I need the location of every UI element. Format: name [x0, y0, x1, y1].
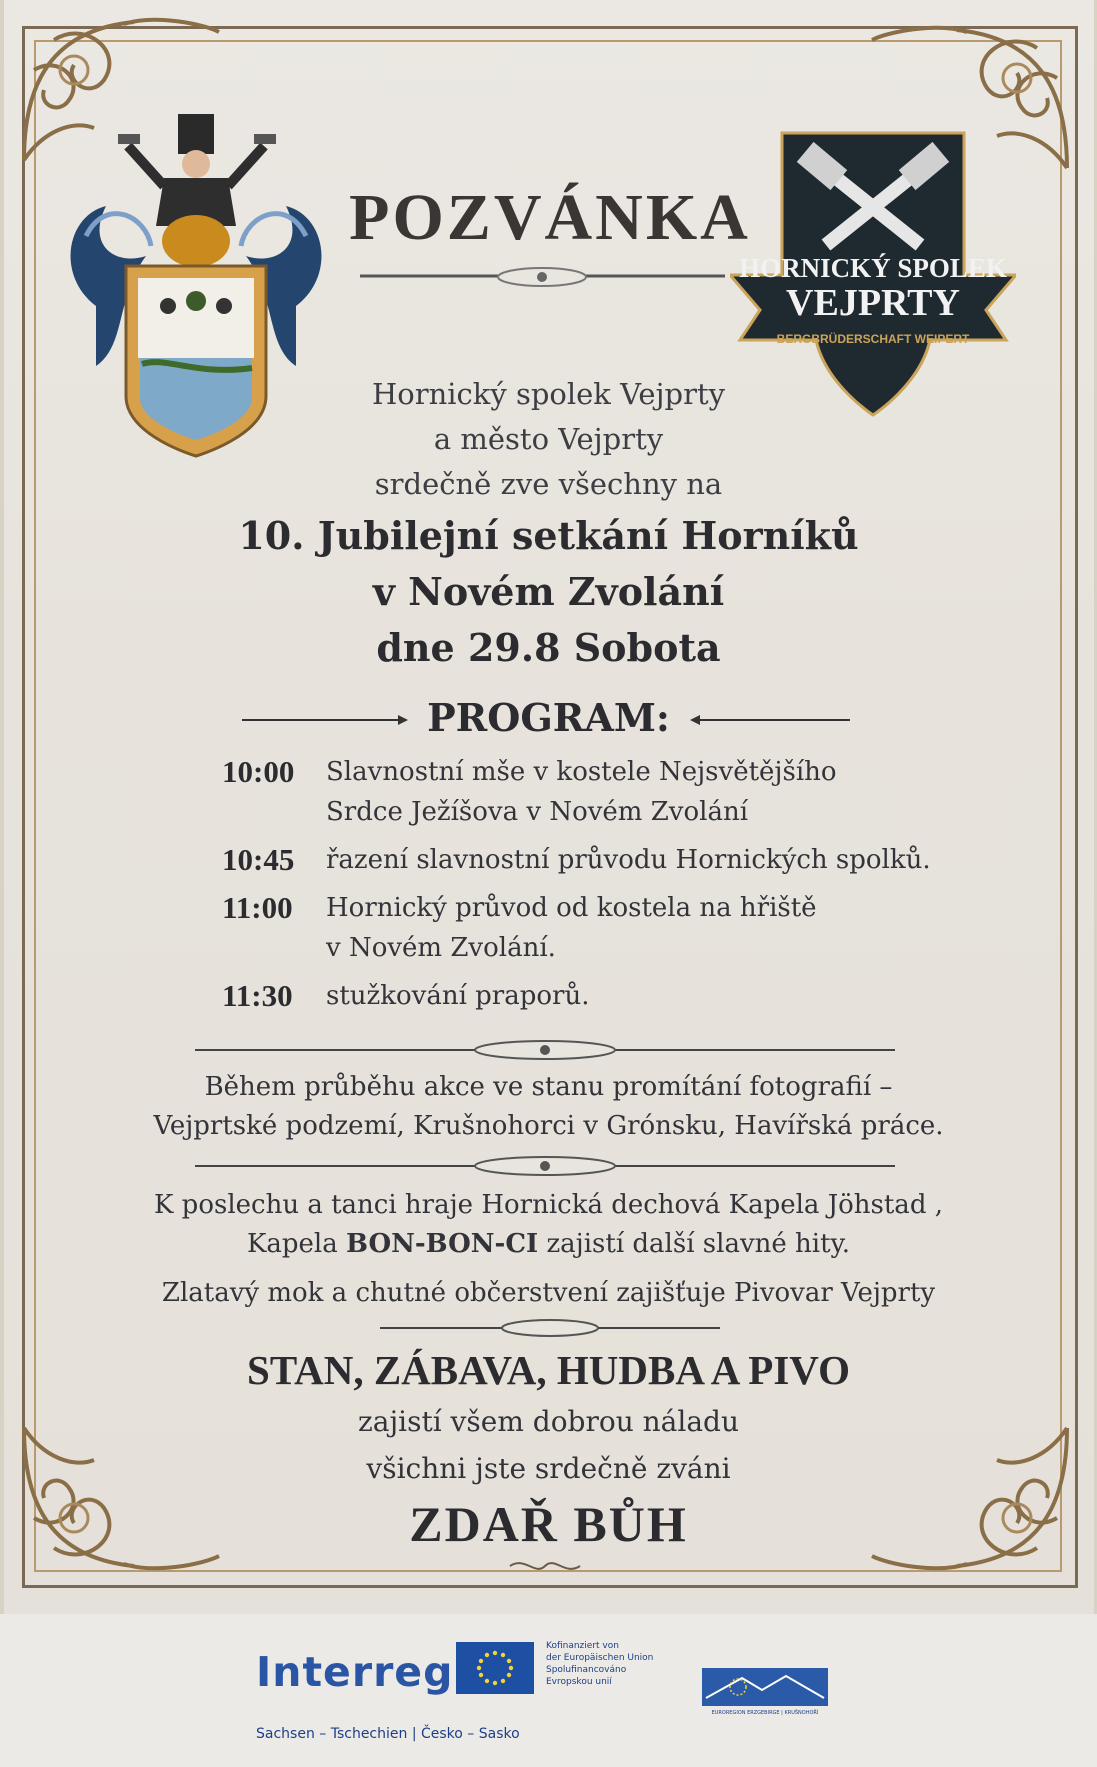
title-divider-ornament-icon	[360, 262, 725, 292]
projection-line: Během průběhu akce ve stanu promítání fotografií –	[204, 1072, 893, 1102]
badge-line1: HORNICKÝ SPOLEK	[739, 253, 1007, 283]
intro-line: a město Vejprty	[433, 422, 664, 456]
eu-flag-icon	[456, 1642, 534, 1694]
music-text	[0, 1186, 1097, 1264]
section-divider-ornament-icon	[195, 1154, 895, 1178]
headline-line: v Novém Zvolání	[372, 569, 725, 614]
program-time: 11:30	[222, 978, 293, 1013]
program-text: řazení slavnostní průvodu Hornických spolků.	[326, 845, 931, 875]
section-divider-ornament-icon	[380, 1316, 720, 1340]
slogan: STAN, ZÁBAVA, HUDBA A PIVO	[247, 1347, 850, 1393]
euregio-caption: EUROREGION ERZGEBIRGE | KRUŠNOHOŘÍ	[711, 1710, 819, 1716]
interreg-subtitle: Sachsen – Tschechien | Česko – Sasko	[256, 1726, 520, 1742]
program-list	[222, 752, 982, 1024]
program-item	[222, 888, 982, 968]
projection-text	[0, 1068, 1097, 1146]
program-title: PROGRAM:	[427, 695, 670, 740]
refreshments-text: Zlatavý mok a chutné občerstvení zajišťuje Pivovar Vejprty	[161, 1278, 936, 1308]
section-divider-ornament-icon	[195, 1038, 895, 1062]
program-text: stužkování praporů.	[326, 981, 590, 1011]
program-text: Hornický průvod od kostela na hřiště v Novém Zvolání.	[326, 893, 817, 963]
program-item	[222, 840, 982, 880]
program-time: 10:00	[222, 754, 295, 789]
program-arrow-right-icon	[690, 714, 850, 726]
sponsor-footer	[0, 1614, 1097, 1767]
program-item	[222, 752, 982, 832]
page-title: POZVÁNKA	[349, 181, 751, 254]
band-name: BON-BON-CI	[346, 1229, 539, 1259]
event-headline	[0, 508, 1097, 676]
badge-line2: VEJPRTY	[786, 282, 960, 324]
music-prefix: Kapela	[246, 1229, 346, 1259]
music-line: K poslechu a tanci hraje Hornická dechová Kapela Jöhstad ,	[153, 1190, 943, 1220]
program-time: 11:00	[222, 890, 293, 925]
music-suffix: zajistí další slavné hity.	[538, 1229, 851, 1259]
headline-line: dne 29.8 Sobota	[376, 625, 721, 670]
intro-text	[0, 372, 1097, 507]
program-item	[222, 976, 982, 1016]
program-time: 10:45	[222, 842, 295, 877]
sub-line: zajistí všem dobrou náladu	[358, 1405, 739, 1438]
sub-line: všichni jste srdečně zváni	[366, 1452, 731, 1485]
program-text: Slavnostní mše v kostele Nejsvětějšího Srdce Ježíšova v Novém Zvolání	[326, 757, 837, 827]
intro-line: Hornický spolek Vejprty	[371, 377, 725, 411]
eu-cofinancing-text: Kofinanziert von der Europäischen Union Spolufinancováno Evropskou unií	[546, 1641, 654, 1687]
closing-greeting: ZDAŘ BŮH	[409, 1496, 688, 1552]
music-line	[0, 1225, 1097, 1264]
headline-line: 10. Jubilejní setkání Horníků	[238, 513, 859, 558]
euregio-logo-icon	[702, 1668, 828, 1706]
badge-line3: BERGBRÜDERSCHAFT WEIPERT	[776, 332, 970, 346]
interreg-logo: Interreg	[256, 1648, 454, 1696]
projection-line: Vejprtské podzemí, Krušnohorci v Grónsku, Havířská práce.	[153, 1111, 944, 1141]
intro-line: srdečně zve všechny na	[374, 467, 723, 501]
closing-sub-text	[0, 1398, 1097, 1492]
bottom-ornament-icon	[500, 1556, 590, 1576]
